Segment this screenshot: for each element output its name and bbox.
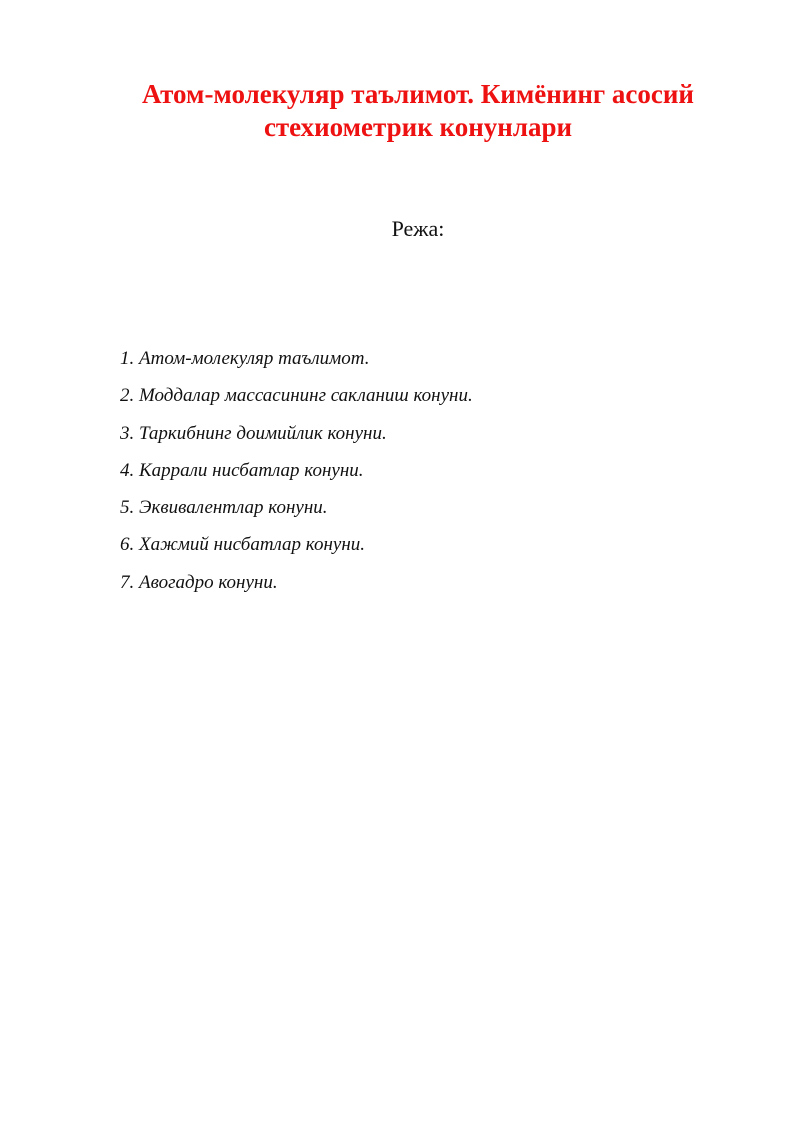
plan-item: 2. Моддалар массасининг сакланиш конуни. <box>120 385 473 407</box>
plan-item: 1. Атом-молекуляр таълимот. <box>120 348 370 369</box>
title-line-2: стехиометрик конунлари <box>263 112 573 142</box>
plan-item: 6. Хажмий нисбатлар конуни. <box>120 534 366 556</box>
plan-item: 3. Таркибнинг доимийлик конуни. <box>120 422 387 444</box>
plan-item: 7. Авогадро конуни. <box>120 571 278 593</box>
title-line-1: Атом-молекуляр таълимот. Кимёнинг асосий <box>142 79 694 109</box>
plan-item: 5. Эквивалентлар конуни. <box>120 497 328 519</box>
document-title <box>0 78 800 144</box>
plan-heading: Режа: <box>391 216 445 241</box>
plan-item: 4. Каррали нисбатлар конуни. <box>120 459 364 481</box>
plan-list <box>120 346 473 607</box>
